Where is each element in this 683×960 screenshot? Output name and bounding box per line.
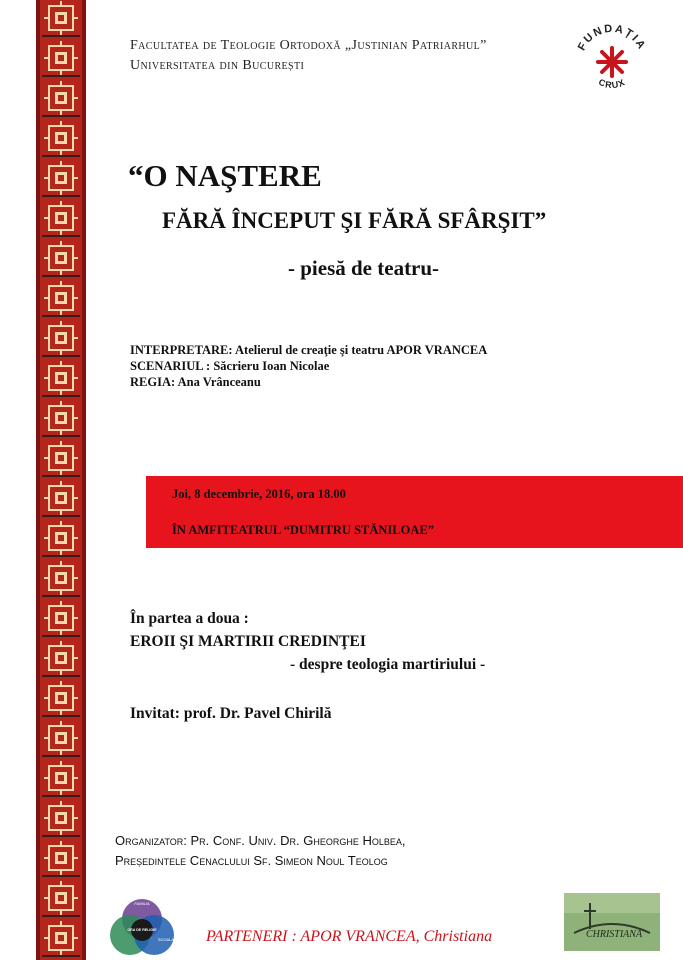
organizer-name: Organizator: Pr. Conf. Univ. Dr. Gheorghe Holbea, <box>115 833 406 848</box>
christiana-logo <box>564 893 660 951</box>
logo-bottom-text: CRUX <box>597 76 627 91</box>
christiana-logo-text: CHRISTIANA <box>585 929 643 940</box>
svg-text:CRUX <box>597 77 627 90</box>
second-part-subtitle: - despre teologia martiriului - <box>290 656 486 673</box>
second-part-intro: În partea a doua : <box>130 610 249 627</box>
venn-right-label: ȘCOALA <box>157 937 175 942</box>
second-part-title: EROII ŞI MARTIRII CREDINŢEI <box>130 633 366 650</box>
venn-center-label: ORA DE RELIGIE <box>127 928 157 932</box>
event-date: Joi, 8 decembrie, 2016, ora 18.00 <box>172 487 346 501</box>
event-location: ÎN AMFITEATRUL “DUMITRU STĂNILOAE” <box>172 523 434 537</box>
credit-interpretation: INTERPRETARE: Atelierul de creaţie şi teatru APOR VRANCEA <box>130 343 488 357</box>
credit-script: SCENARIUL : Săcrieru Ioan Nicolae <box>130 359 330 373</box>
venn-top-label: FAMILIA <box>134 901 150 906</box>
guest-speaker: Invitat: prof. Dr. Pavel Chirilă <box>130 705 332 722</box>
partners-line: PARTENERI : APOR VRANCEA, Christiana <box>206 928 493 945</box>
embroidery-pattern-icon <box>40 0 82 960</box>
play-title-line1: “O NAŞTERE <box>128 158 322 193</box>
organizer-block <box>115 831 405 871</box>
logo-top-text: FUNDAȚIA <box>575 22 649 53</box>
event-info-banner <box>146 476 683 548</box>
ora-de-religie-logo <box>104 895 180 957</box>
fundatia-crux-logo <box>574 12 650 102</box>
faculty-name: Facultatea de Teologie Ortodoxă „Justinian Patriarhul” <box>130 38 487 53</box>
cross-star-icon <box>598 48 626 76</box>
organizer-title: Președintele Cenaclului Sf. Simeon Noul Teolog <box>115 853 388 868</box>
university-name: Universitatea din București <box>130 58 305 73</box>
play-subtitle: - piesă de teatru- <box>288 256 440 280</box>
credits-block <box>130 342 487 390</box>
credit-direction: REGIA: Ana Vrânceanu <box>130 375 261 389</box>
faculty-header <box>130 36 487 76</box>
play-title-line2: FĂRĂ ÎNCEPUT ŞI FĂRĂ SFÂRŞIT” <box>162 208 547 233</box>
decorative-embroidery-band <box>36 0 86 960</box>
